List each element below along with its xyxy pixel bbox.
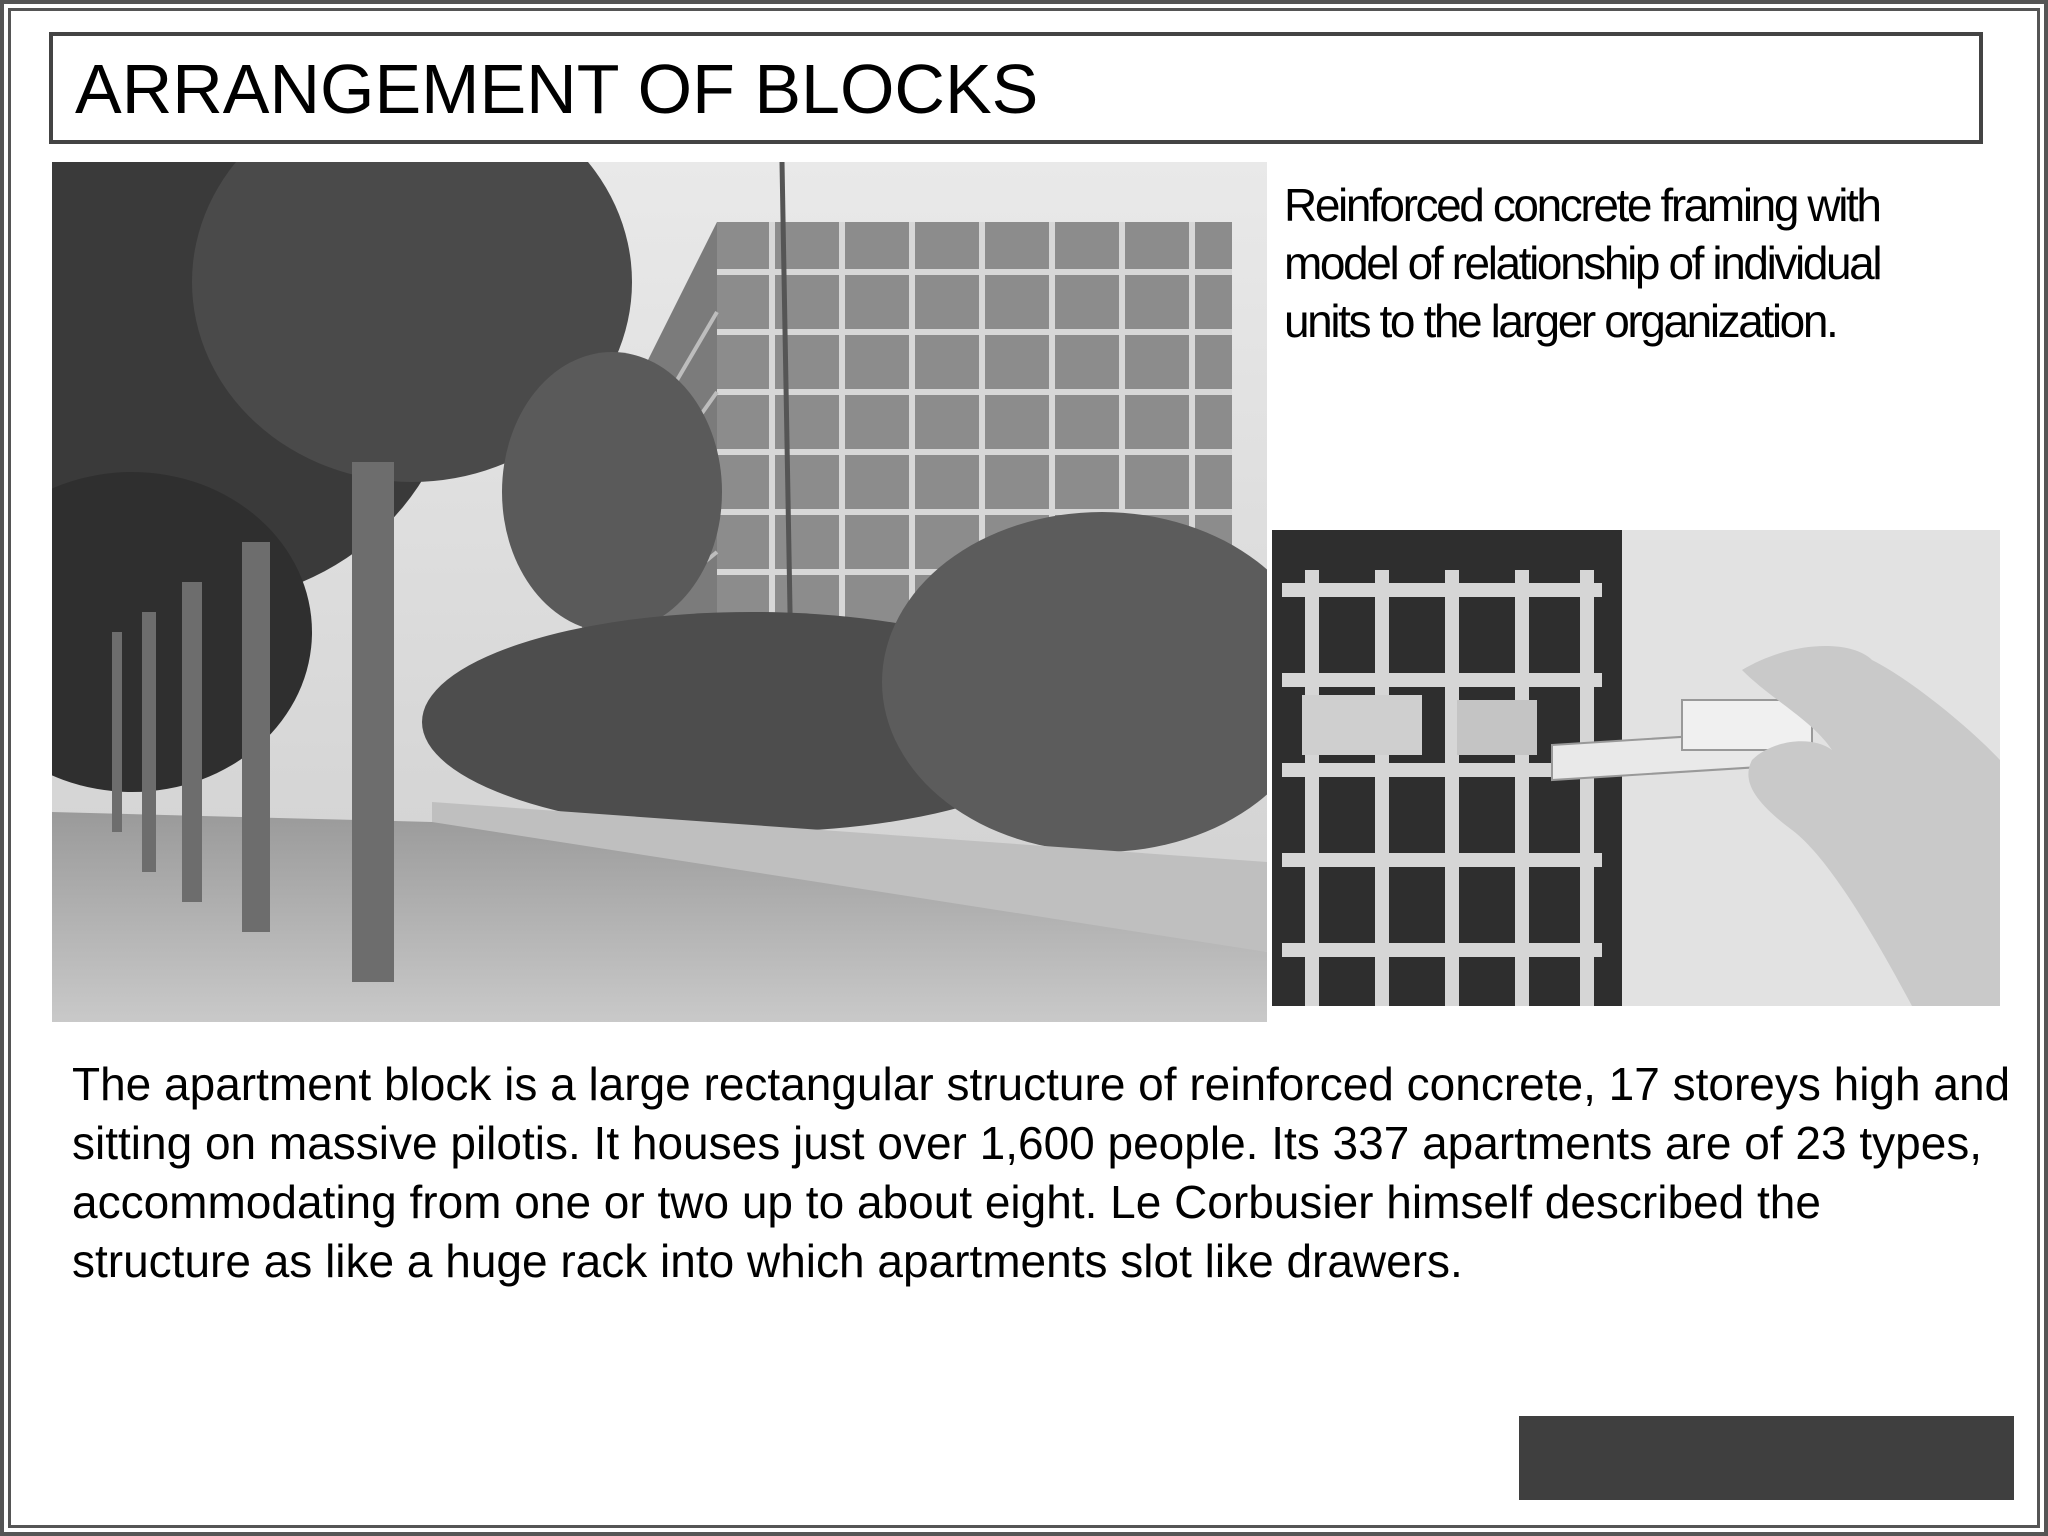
title-box [49,32,1983,144]
body-paragraph: The apartment block is a large rectangular structure of reinforced concrete, 17 storeys high and sitting on massive pilotis. It houses just over 1,600 people. Its 337 apartments are of 23 types, accommodating from one or two up to about eight. Le Corbusier himself described the structure as like a huge rack into which apartments slot like drawers. [72,1058,2011,1287]
photo-caption: Reinforced concrete framing with model of relationship of individual units to the larger organization. [1284,179,1881,347]
slide-title: ARRANGEMENT OF BLOCKS [75,50,1039,128]
construction-photo [52,162,1267,1022]
dark-footer-block [1519,1416,2014,1500]
model-photo [1272,530,2000,1006]
